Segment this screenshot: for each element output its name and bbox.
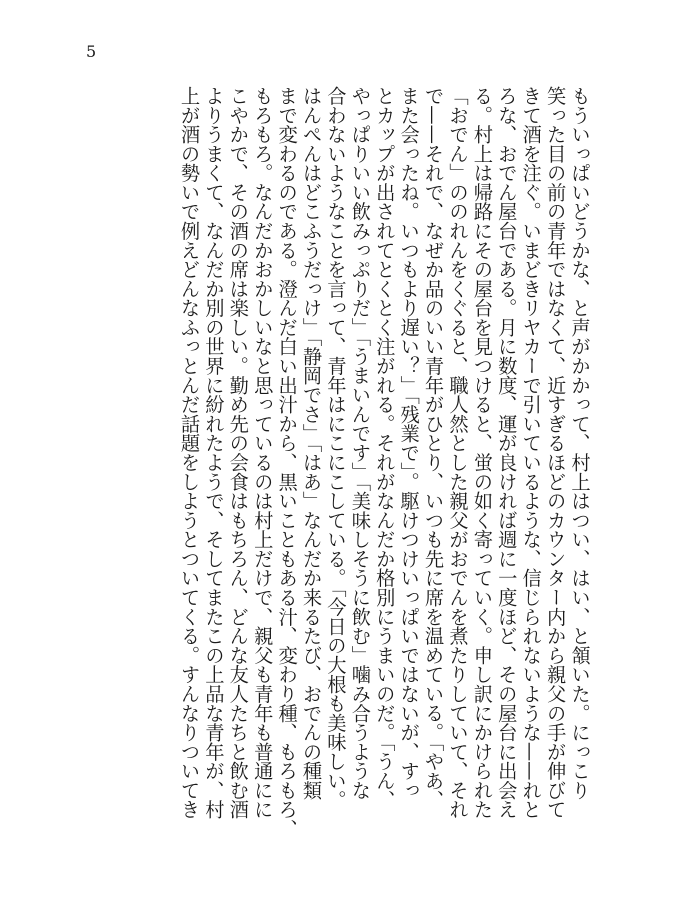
text-line: また会ったね。いつもより遅い？」「残業で」。駆けつけいっぱいではないが、すっ <box>397 86 421 800</box>
text-line: まで変わるのである。澄んだ白い出汁から、黒いこともある汁、変わり種、もろもろ、 <box>275 86 299 839</box>
text-line: もろもろ。なんだかおかしいなと思っているのは村上だけで、親父も青年も普通にに <box>250 86 274 820</box>
page-number: 5 <box>86 42 97 61</box>
vertical-text-body <box>71 86 591 856</box>
text-line: 「おでん」ののれんをくぐると、職人然とした親父がおでんを煮たりしていて、それ <box>445 86 469 820</box>
text-line: る。村上は帰路にその屋台を見つけると、蛍の如く寄っていく。申し訳にかけられた <box>470 86 494 820</box>
text-line: 上が酒の勢いで例えどんなふっとんだ話題をしようとついてくる。すんなりついてき <box>177 86 201 820</box>
text-line: こやかで、その酒の席は楽しい。勤め先の会食はもちろん、どんな友人たちと飲む酒 <box>226 86 250 820</box>
text-line: もういっぱいどうかな、と声がかかって、村上はつい、はい、と頷いた。にっこり <box>568 86 591 800</box>
text-line: ろな、おでん屋台である。月に数度、運が良ければ週に一度ほど、その屋台に出会え <box>494 86 518 820</box>
text-line: やっぱりいい飲みっぷりだ」「うまいんです」「美味しそうに飲む」噛み合うような <box>348 86 372 800</box>
text-line: はんぺんはどこふうだっけ」「静岡でさ」「はあ」なんだか来るたび、おでんの種類 <box>299 86 323 800</box>
text-line: きて酒を注ぐ。いまどきリヤカーで引いているような、信じられないような——れと <box>519 86 543 820</box>
text-line: 合わないようなことを言って、青年はにこにこしている。「今日の大根も美味しい。 <box>323 86 347 810</box>
text-line: とカップが出されてとくとく注がれる。それがなんだか格別にうまいのだ。「うん、 <box>372 86 396 810</box>
text-line: よりうまくて、なんだか別の世界に紛れたようで、そしてまたこの上品な青年が、村 <box>201 86 225 820</box>
text-line: 笑った目の前の青年ではなくて、近すぎるほどのカウンター内から親父の手が伸びて <box>543 86 567 820</box>
text-line: で——それで、なぜか品のいい青年がひとり、いつも先に席を温めている。「やあ、 <box>421 86 445 810</box>
